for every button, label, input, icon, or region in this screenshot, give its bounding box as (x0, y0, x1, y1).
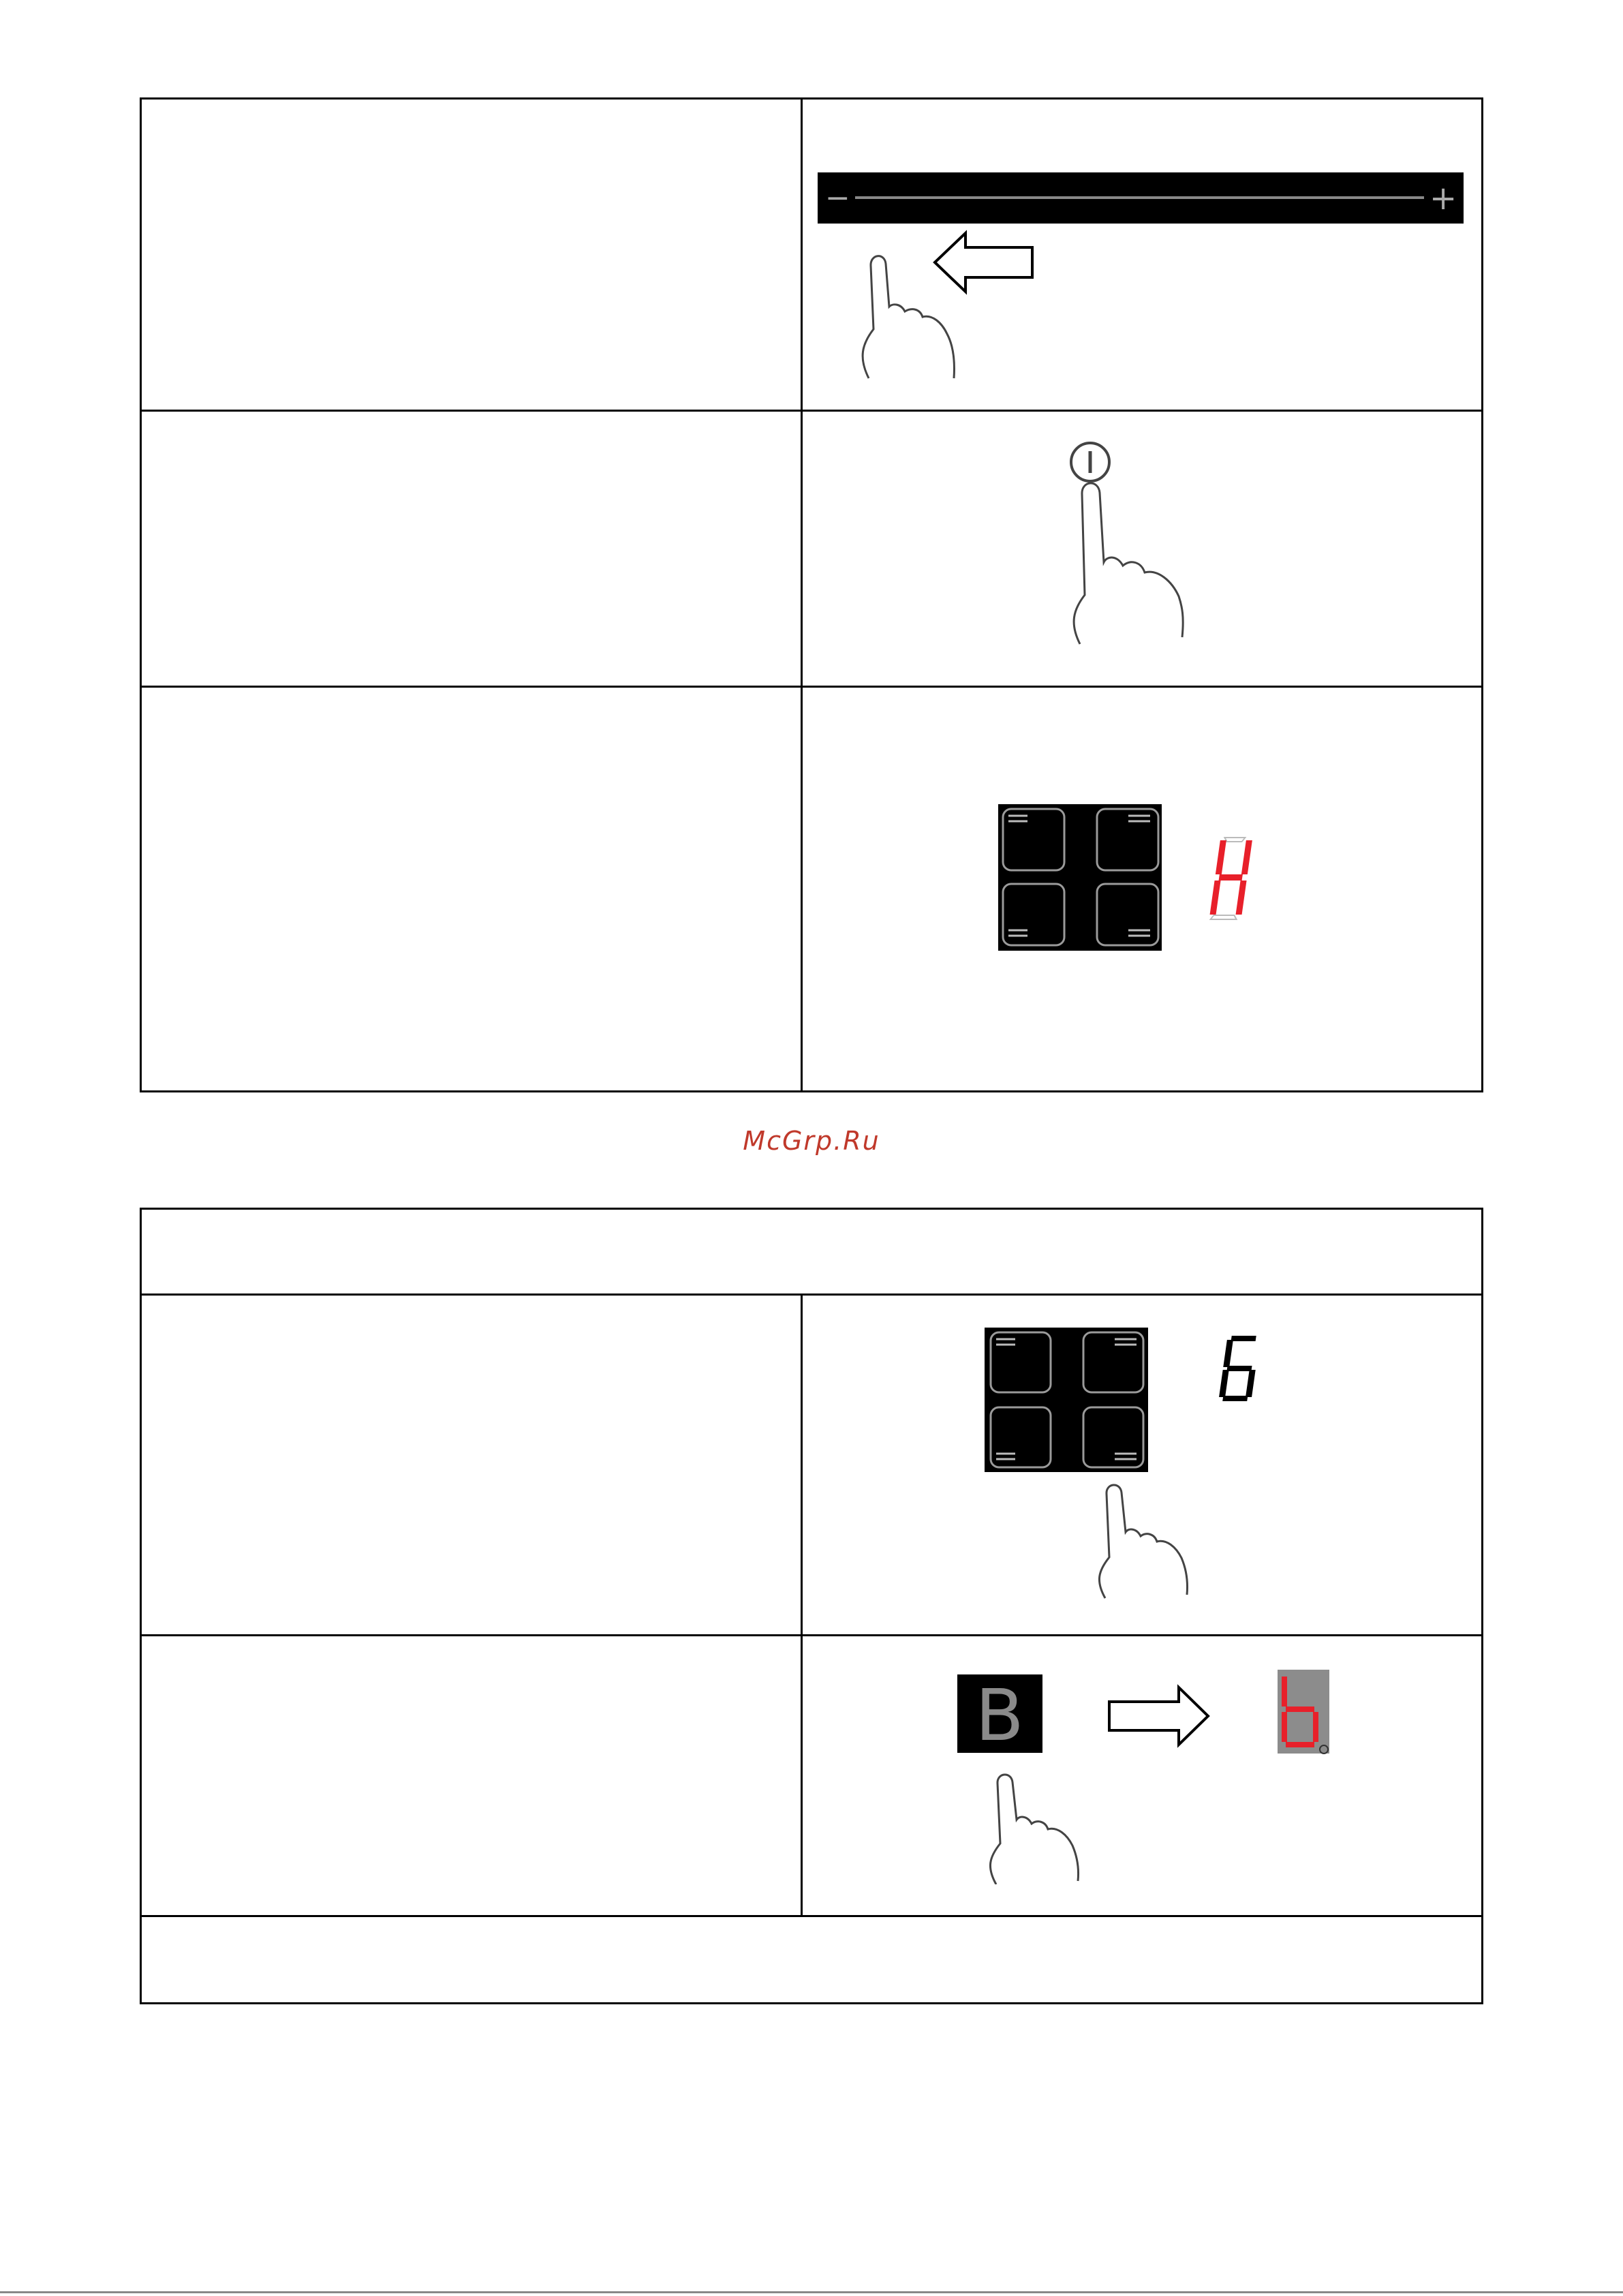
hand-pointer-icon (990, 1775, 1078, 1884)
table2-footer-divider (140, 1915, 1483, 1917)
hand-pointer-icon (1074, 483, 1183, 644)
hand-pointer-icon (863, 256, 954, 378)
power-press-figure (1049, 436, 1240, 661)
page-bottom-rule (0, 2291, 1623, 2293)
zone-select-figure (981, 1322, 1295, 1602)
arrow-right-icon (1109, 1687, 1208, 1745)
table2-header-divider (140, 1294, 1483, 1296)
zones-H-figure (995, 801, 1281, 954)
boost-button-label: B (975, 1674, 1024, 1757)
watermark: McGrp.Ru (743, 1126, 880, 1156)
hand-pointer-icon (1099, 1485, 1187, 1598)
slider-plus-label: + (1429, 179, 1457, 217)
table1-row-divider-1 (140, 410, 1483, 412)
cooking-zone-panel (985, 1328, 1148, 1472)
table1-row-divider-2 (140, 686, 1483, 688)
slider-swipe-figure (814, 167, 1468, 392)
slider-minus-label: − (825, 181, 850, 215)
table2-row-divider (140, 1634, 1483, 1636)
table2-column-divider (801, 1294, 803, 1916)
power-icon (1071, 443, 1109, 481)
seven-segment-display-H (1209, 838, 1253, 919)
seven-segment-display-6 (1218, 1336, 1260, 1401)
arrow-left-icon (935, 233, 1032, 292)
boost-figure (950, 1666, 1346, 1884)
cooking-zone-panel (998, 804, 1162, 951)
table1-column-divider (801, 97, 803, 1092)
boost-button (957, 1674, 1042, 1757)
seven-segment-display-b (1278, 1670, 1329, 1754)
